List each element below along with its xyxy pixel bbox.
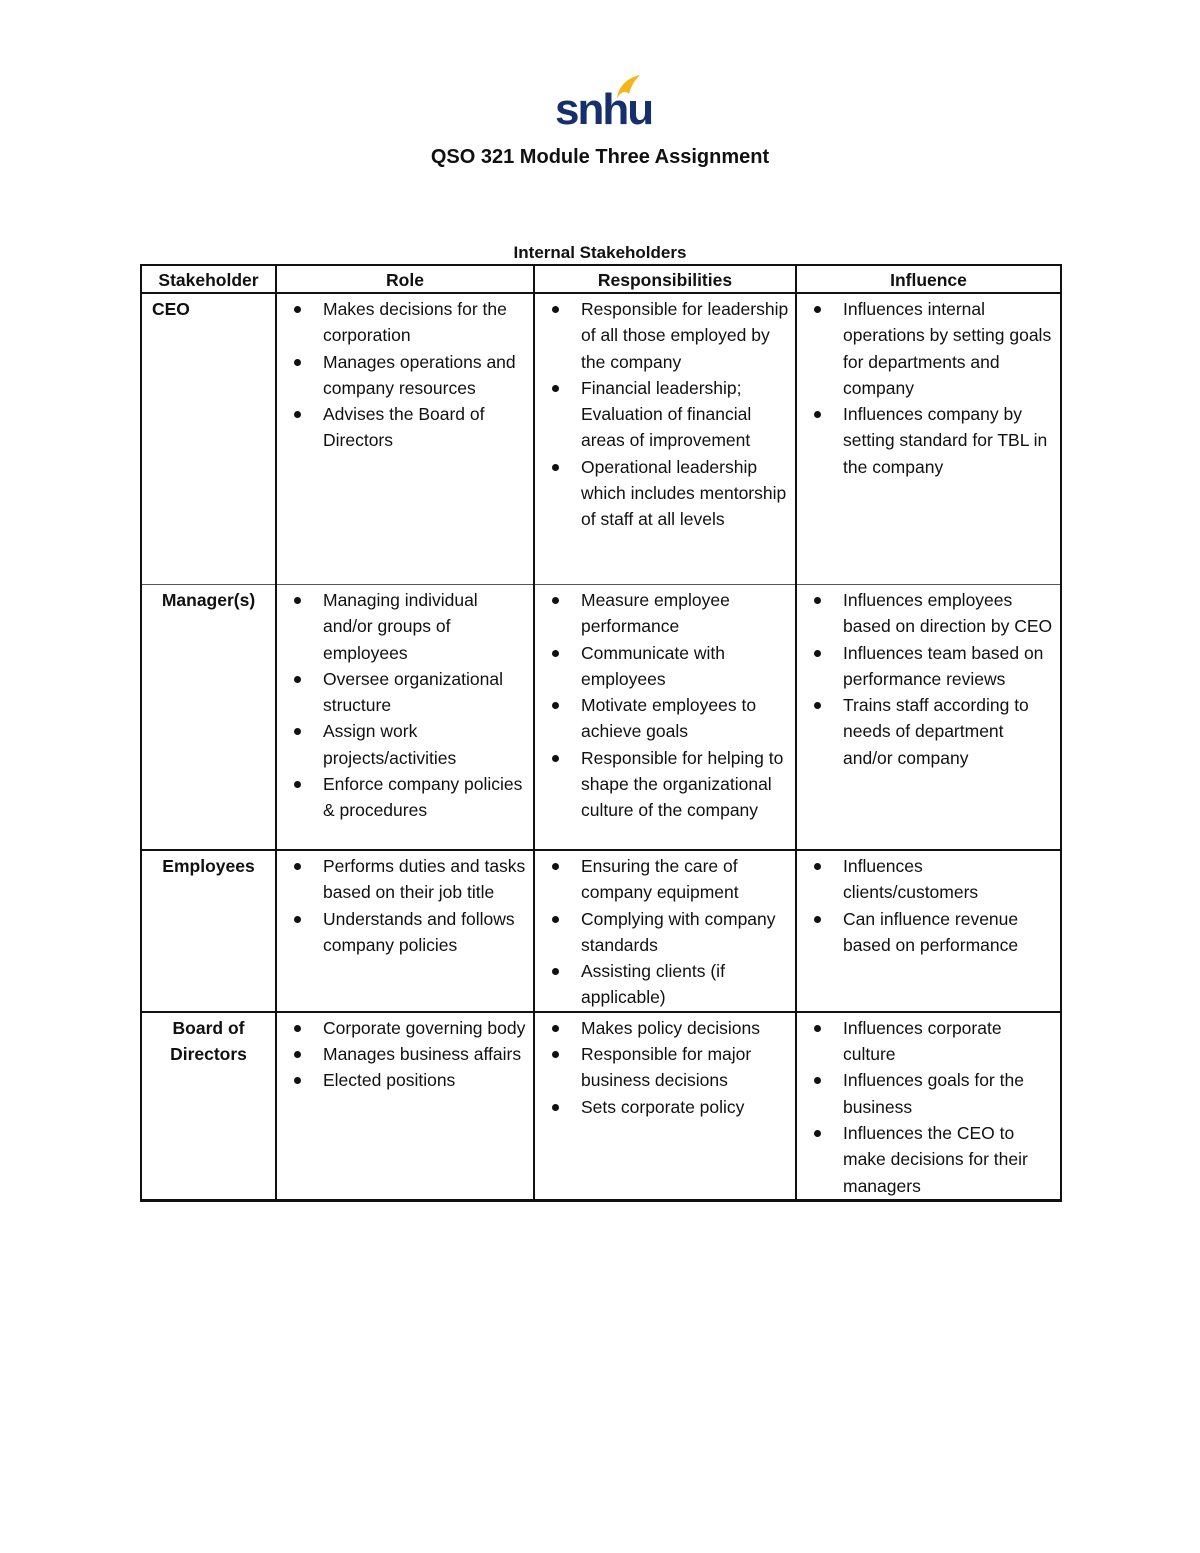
list-item: Influences goals for the business: [803, 1067, 1054, 1120]
list-item: Influences the CEO to make decisions for their managers: [803, 1120, 1054, 1199]
responsibilities-cell: [534, 1012, 796, 1201]
bullet-icon: [552, 306, 559, 313]
list-item: Sets corporate policy: [541, 1094, 789, 1120]
bullet-icon: [552, 916, 559, 923]
list-item: Responsible for leadership of all those employed by the company: [541, 296, 789, 375]
bullet-icon: [814, 702, 821, 709]
list-item: Assisting clients (if applicable): [541, 958, 789, 1011]
table-caption: Internal Stakeholders: [513, 243, 687, 262]
role-cell: [276, 1012, 534, 1201]
table-row-ceo: [141, 293, 1061, 585]
logo-wordmark: snhu: [555, 85, 653, 134]
list-item: Enforce company policies & procedures: [283, 771, 527, 824]
list-item: Corporate governing body: [283, 1015, 527, 1041]
influence-cell: [796, 1012, 1061, 1201]
list-item: Operational leadership which includes mentorship of staff at all levels: [541, 454, 789, 533]
table-header-row: [141, 265, 1061, 293]
responsibilities-cell: [534, 585, 796, 851]
bullet-icon: [294, 863, 301, 870]
role-cell: [276, 585, 534, 851]
table-row-board-of-directors: [141, 1012, 1061, 1201]
list-item: Influences company by setting standard for TBL in the company: [803, 401, 1054, 480]
bullet-icon: [814, 916, 821, 923]
bullet-icon: [814, 1077, 821, 1084]
header-responsibilities: Responsibilities: [534, 265, 796, 293]
bullet-icon: [294, 1051, 301, 1058]
bullet-icon: [552, 650, 559, 657]
bullet-icon: [552, 464, 559, 471]
bullet-icon: [552, 1104, 559, 1111]
list-item: Understands and follows company policies: [283, 906, 527, 959]
list-item: Ensuring the care of company equipment: [541, 853, 789, 906]
document-title: QSO 321 Module Three Assignment: [430, 146, 770, 168]
stakeholder-cell: Manager(s): [141, 585, 276, 851]
bullet-icon: [294, 1025, 301, 1032]
list-item: Responsible for helping to shape the organizational culture of the company: [541, 745, 789, 824]
list-item: Influences clients/customers: [803, 853, 1054, 906]
influence-cell: [796, 585, 1061, 851]
list-item: Makes decisions for the corporation: [283, 296, 527, 349]
bullet-icon: [294, 916, 301, 923]
bullet-icon: [552, 755, 559, 762]
stakeholder-cell: Board of Directors: [141, 1012, 276, 1201]
bullet-icon: [552, 863, 559, 870]
bullet-icon: [814, 863, 821, 870]
stakeholders-table: [140, 264, 1062, 1202]
list-item: Can influence revenue based on performance: [803, 906, 1054, 959]
bullet-icon: [814, 411, 821, 418]
list-item: Communicate with employees: [541, 640, 789, 693]
bullet-icon: [294, 781, 301, 788]
list-item: Responsible for major business decisions: [541, 1041, 789, 1094]
bullet-icon: [552, 1025, 559, 1032]
list-item: Makes policy decisions: [541, 1015, 789, 1041]
bullet-icon: [552, 702, 559, 709]
list-item: Measure employee performance: [541, 587, 789, 640]
header-influence: Influence: [796, 265, 1061, 293]
list-item: Managing individual and/or groups of employees: [283, 587, 527, 666]
list-item: Trains staff according to needs of department and/or company: [803, 692, 1054, 771]
table-row-employees: [141, 850, 1061, 1012]
bullet-icon: [814, 597, 821, 604]
bullet-icon: [814, 1025, 821, 1032]
responsibilities-cell: [534, 293, 796, 585]
list-item: Advises the Board of Directors: [283, 401, 527, 454]
list-item: Influences internal operations by setting goals for departments and company: [803, 296, 1054, 401]
bullet-icon: [294, 676, 301, 683]
list-item: Influences employees based on direction by CEO: [803, 587, 1054, 640]
bullet-icon: [294, 359, 301, 366]
stakeholder-cell: Employees: [141, 850, 276, 1012]
list-item: Elected positions: [283, 1067, 527, 1093]
role-cell: [276, 850, 534, 1012]
bullet-icon: [294, 306, 301, 313]
list-item: Motivate employees to achieve goals: [541, 692, 789, 745]
list-item: Manages operations and company resources: [283, 349, 527, 402]
stakeholder-cell: CEO: [141, 293, 276, 585]
bullet-icon: [814, 306, 821, 313]
list-item: Influences team based on performance reviews: [803, 640, 1054, 693]
list-item: Financial leadership; Evaluation of financial areas of improvement: [541, 375, 789, 454]
bullet-icon: [552, 1051, 559, 1058]
table-row-managers: [141, 585, 1061, 851]
list-item: Oversee organizational structure: [283, 666, 527, 719]
role-cell: [276, 293, 534, 585]
list-item: Complying with company standards: [541, 906, 789, 959]
list-item: Performs duties and tasks based on their job title: [283, 853, 527, 906]
bullet-icon: [814, 650, 821, 657]
list-item: Influences corporate culture: [803, 1015, 1054, 1068]
bullet-icon: [552, 385, 559, 392]
responsibilities-cell: [534, 850, 796, 1012]
snhu-logo: [555, 74, 653, 134]
bullet-icon: [294, 1077, 301, 1084]
influence-cell: [796, 293, 1061, 585]
bullet-icon: [294, 411, 301, 418]
bullet-icon: [294, 597, 301, 604]
bullet-icon: [552, 968, 559, 975]
bullet-icon: [294, 728, 301, 735]
influence-cell: [796, 850, 1061, 1012]
bullet-icon: [552, 597, 559, 604]
list-item: Manages business affairs: [283, 1041, 527, 1067]
bullet-icon: [814, 1130, 821, 1137]
list-item: Assign work projects/activities: [283, 718, 527, 771]
header-role: Role: [276, 265, 534, 293]
header-stakeholder: Stakeholder: [141, 265, 276, 293]
